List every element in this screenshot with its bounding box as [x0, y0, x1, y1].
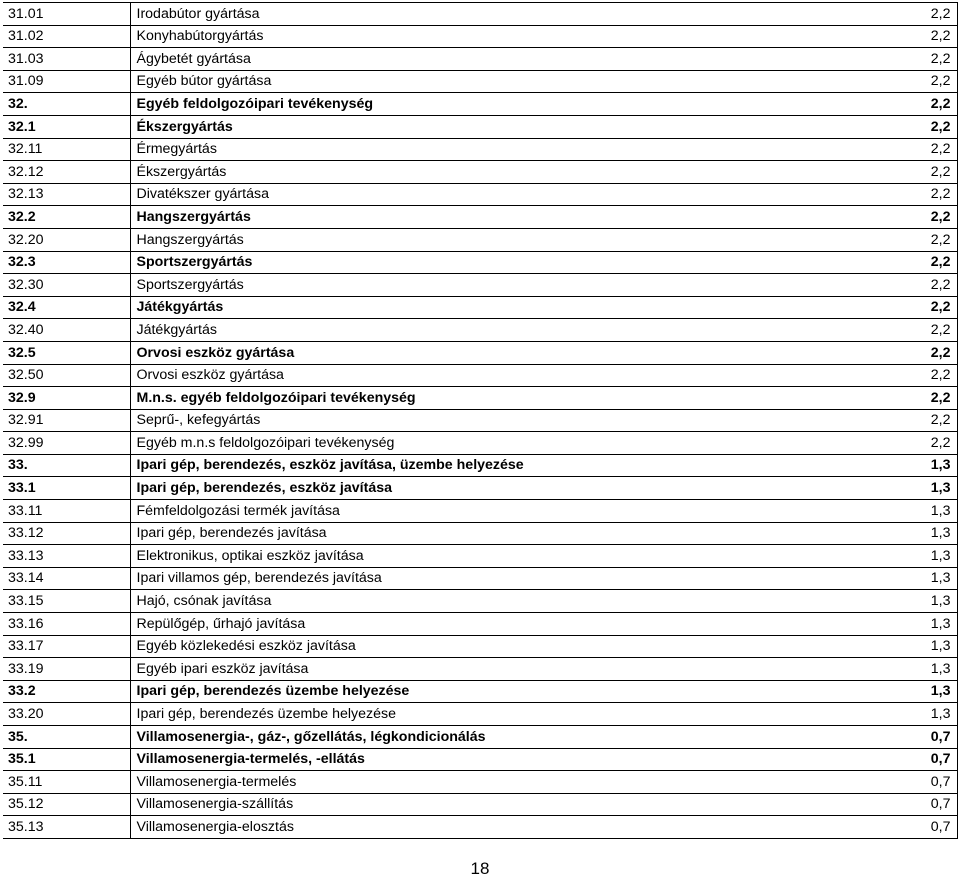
table-row [3, 545, 957, 568]
code-cell: 32.12 [3, 161, 130, 184]
code-cell: 33.14 [3, 567, 130, 590]
description-cell: Seprű-, kefegyártás [130, 409, 832, 432]
value-cell: 1,3 [832, 703, 957, 726]
code-cell: 31.01 [3, 3, 130, 26]
description-cell: Hangszergyártás [130, 228, 832, 251]
code-cell: 33.19 [3, 658, 130, 681]
description-cell: Egyéb bútor gyártása [130, 70, 832, 93]
code-cell: 33.13 [3, 545, 130, 568]
description-cell: Villamosenergia-elosztás [130, 816, 832, 839]
description-cell: Konyhabútorgyártás [130, 25, 832, 48]
value-cell: 2,2 [832, 387, 957, 410]
value-cell: 2,2 [832, 115, 957, 138]
description-cell: Ipari villamos gép, berendezés javítása [130, 567, 832, 590]
code-cell: 35. [3, 726, 130, 749]
value-cell: 2,2 [832, 228, 957, 251]
table-row [3, 454, 957, 477]
table-row [3, 138, 957, 161]
description-cell: Orvosi eszköz gyártása [130, 341, 832, 364]
value-cell: 2,2 [832, 25, 957, 48]
value-cell: 2,2 [832, 251, 957, 274]
value-cell: 2,2 [832, 274, 957, 297]
value-cell: 0,7 [832, 726, 957, 749]
description-cell: Villamosenergia-, gáz-, gőzellátás, légkondicionálás [130, 726, 832, 749]
code-cell: 35.11 [3, 771, 130, 794]
value-cell: 1,3 [832, 545, 957, 568]
code-cell: 32.2 [3, 206, 130, 229]
code-cell: 33.2 [3, 680, 130, 703]
code-cell: 31.03 [3, 48, 130, 71]
table-row [3, 183, 957, 206]
table-row [3, 590, 957, 613]
table-row [3, 613, 957, 636]
description-cell: Érmegyártás [130, 138, 832, 161]
code-cell: 32.30 [3, 274, 130, 297]
value-cell: 2,2 [832, 183, 957, 206]
description-cell: Ipari gép, berendezés üzembe helyezése [130, 703, 832, 726]
code-cell: 32.5 [3, 341, 130, 364]
description-cell: Ipari gép, berendezés, eszköz javítása [130, 477, 832, 500]
table-row [3, 228, 957, 251]
code-cell: 35.12 [3, 793, 130, 816]
table-row [3, 771, 957, 794]
table-row [3, 319, 957, 342]
description-cell: Hangszergyártás [130, 206, 832, 229]
value-cell: 1,3 [832, 454, 957, 477]
table-row [3, 70, 957, 93]
table-row [3, 477, 957, 500]
table-body [3, 3, 957, 839]
table-row [3, 364, 957, 387]
description-cell: Divatékszer gyártása [130, 183, 832, 206]
value-cell: 1,3 [832, 500, 957, 523]
description-cell: Elektronikus, optikai eszköz javítása [130, 545, 832, 568]
code-cell: 32.20 [3, 228, 130, 251]
table-row [3, 816, 957, 839]
table-row [3, 206, 957, 229]
description-cell: Egyéb ipari eszköz javítása [130, 658, 832, 681]
description-cell: Játékgyártás [130, 319, 832, 342]
code-cell: 32.1 [3, 115, 130, 138]
page-number: 18 [470, 859, 490, 878]
table-row [3, 635, 957, 658]
value-cell: 1,3 [832, 567, 957, 590]
activity-code-table [3, 2, 958, 839]
value-cell: 0,7 [832, 793, 957, 816]
description-cell: Sportszergyártás [130, 251, 832, 274]
code-cell: 33.20 [3, 703, 130, 726]
table-row [3, 658, 957, 681]
description-cell: Sportszergyártás [130, 274, 832, 297]
code-cell: 33.1 [3, 477, 130, 500]
table-row [3, 432, 957, 455]
table-row [3, 274, 957, 297]
value-cell: 1,3 [832, 680, 957, 703]
code-cell: 32.11 [3, 138, 130, 161]
table-row [3, 3, 957, 26]
description-cell: Hajó, csónak javítása [130, 590, 832, 613]
value-cell: 2,2 [832, 409, 957, 432]
table-row [3, 296, 957, 319]
table-row [3, 93, 957, 116]
code-cell: 32. [3, 93, 130, 116]
code-cell: 32.3 [3, 251, 130, 274]
description-cell: Ékszergyártás [130, 115, 832, 138]
code-cell: 31.02 [3, 25, 130, 48]
description-cell: M.n.s. egyéb feldolgozóipari tevékenység [130, 387, 832, 410]
description-cell: Orvosi eszköz gyártása [130, 364, 832, 387]
table-row [3, 500, 957, 523]
value-cell: 2,2 [832, 70, 957, 93]
description-cell: Repülőgép, űrhajó javítása [130, 613, 832, 636]
value-cell: 0,7 [832, 816, 957, 839]
table-row [3, 680, 957, 703]
value-cell: 2,2 [832, 161, 957, 184]
value-cell: 1,3 [832, 590, 957, 613]
table-row [3, 161, 957, 184]
code-cell: 31.09 [3, 70, 130, 93]
value-cell: 2,2 [832, 432, 957, 455]
value-cell: 1,3 [832, 613, 957, 636]
description-cell: Irodabútor gyártása [130, 3, 832, 26]
code-cell: 32.4 [3, 296, 130, 319]
code-cell: 33.15 [3, 590, 130, 613]
code-cell: 35.1 [3, 748, 130, 771]
value-cell: 1,3 [832, 522, 957, 545]
value-cell: 2,2 [832, 319, 957, 342]
description-cell: Játékgyártás [130, 296, 832, 319]
value-cell: 2,2 [832, 138, 957, 161]
value-cell: 2,2 [832, 48, 957, 71]
description-cell: Egyéb feldolgozóipari tevékenység [130, 93, 832, 116]
code-cell: 33. [3, 454, 130, 477]
value-cell: 0,7 [832, 748, 957, 771]
code-cell: 33.12 [3, 522, 130, 545]
description-cell: Ágybetét gyártása [130, 48, 832, 71]
code-cell: 33.17 [3, 635, 130, 658]
code-cell: 32.99 [3, 432, 130, 455]
table-row [3, 567, 957, 590]
table-row [3, 726, 957, 749]
description-cell: Ipari gép, berendezés, eszköz javítása, üzembe helyezése [130, 454, 832, 477]
value-cell: 1,3 [832, 477, 957, 500]
value-cell: 2,2 [832, 93, 957, 116]
table-row [3, 115, 957, 138]
value-cell: 2,2 [832, 341, 957, 364]
value-cell: 2,2 [832, 206, 957, 229]
table-row [3, 409, 957, 432]
table-row [3, 703, 957, 726]
description-cell: Ipari gép, berendezés javítása [130, 522, 832, 545]
description-cell: Ékszergyártás [130, 161, 832, 184]
table-row [3, 793, 957, 816]
value-cell: 2,2 [832, 364, 957, 387]
description-cell: Villamosenergia-termelés [130, 771, 832, 794]
table-row [3, 387, 957, 410]
value-cell: 2,2 [832, 3, 957, 26]
code-cell: 32.91 [3, 409, 130, 432]
value-cell: 1,3 [832, 658, 957, 681]
description-cell: Villamosenergia-termelés, -ellátás [130, 748, 832, 771]
value-cell: 0,7 [832, 771, 957, 794]
table-row [3, 522, 957, 545]
table-row [3, 48, 957, 71]
value-cell: 1,3 [832, 635, 957, 658]
description-cell: Villamosenergia-szállítás [130, 793, 832, 816]
code-cell: 35.13 [3, 816, 130, 839]
description-cell: Fémfeldolgozási termék javítása [130, 500, 832, 523]
code-cell: 32.9 [3, 387, 130, 410]
description-cell: Egyéb m.n.s feldolgozóipari tevékenység [130, 432, 832, 455]
code-cell: 32.50 [3, 364, 130, 387]
code-cell: 33.11 [3, 500, 130, 523]
table-row [3, 25, 957, 48]
code-cell: 32.13 [3, 183, 130, 206]
code-cell: 32.40 [3, 319, 130, 342]
description-cell: Ipari gép, berendezés üzembe helyezése [130, 680, 832, 703]
table-row [3, 251, 957, 274]
table-row [3, 341, 957, 364]
table-row [3, 748, 957, 771]
description-cell: Egyéb közlekedési eszköz javítása [130, 635, 832, 658]
code-cell: 33.16 [3, 613, 130, 636]
value-cell: 2,2 [832, 296, 957, 319]
